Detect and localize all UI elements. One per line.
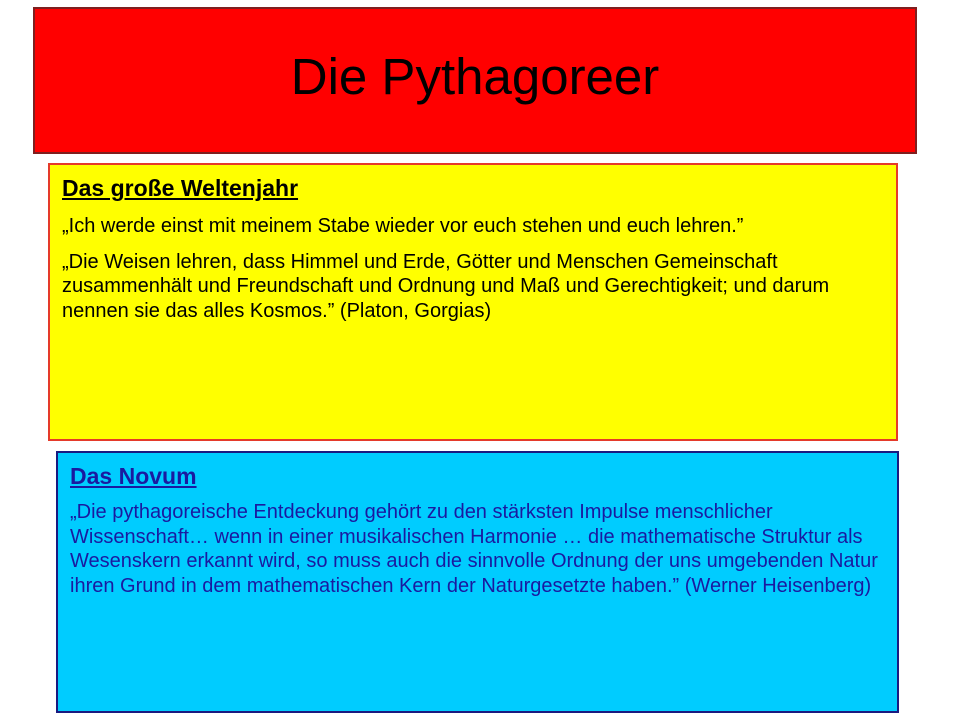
slide-title: Die Pythagoreer	[290, 48, 660, 105]
weltenjahr-quote-1: „Ich werde einst mit meinem Stabe wieder vor euch stehen und euch lehren.”	[62, 215, 744, 237]
slide-title-banner	[33, 7, 917, 154]
novum-heading: Das Novum	[70, 463, 197, 489]
weltenjahr-quote-2: „Die Weisen lehren, dass Himmel und Erde, Götter und Menschen Gemeinschaft zusammenhält und Freundschaft und Ordnung und Maß und Gerechtigkeit; und darum nennen sie das alles Kosmos.” (Platon, Gorgias)	[62, 250, 830, 322]
novum-box	[56, 451, 899, 713]
novum-quote: „Die pythagoreische Entdeckung gehört zu den stärksten Impulse menschlicher Wissenschaft… wenn in einer musikalischen Harmonie … die mathematische Struktur als Wesenskern erkannt wird, so muss auch die sinnvolle Ordnung der uns umgebenden Natur ihren Grund in dem mathematischen Kern der Naturgesetzte haben.” (Werner Heisenberg)	[70, 501, 878, 597]
weltenjahr-heading: Das große Weltenjahr	[62, 175, 299, 201]
weltenjahr-box	[48, 163, 898, 441]
